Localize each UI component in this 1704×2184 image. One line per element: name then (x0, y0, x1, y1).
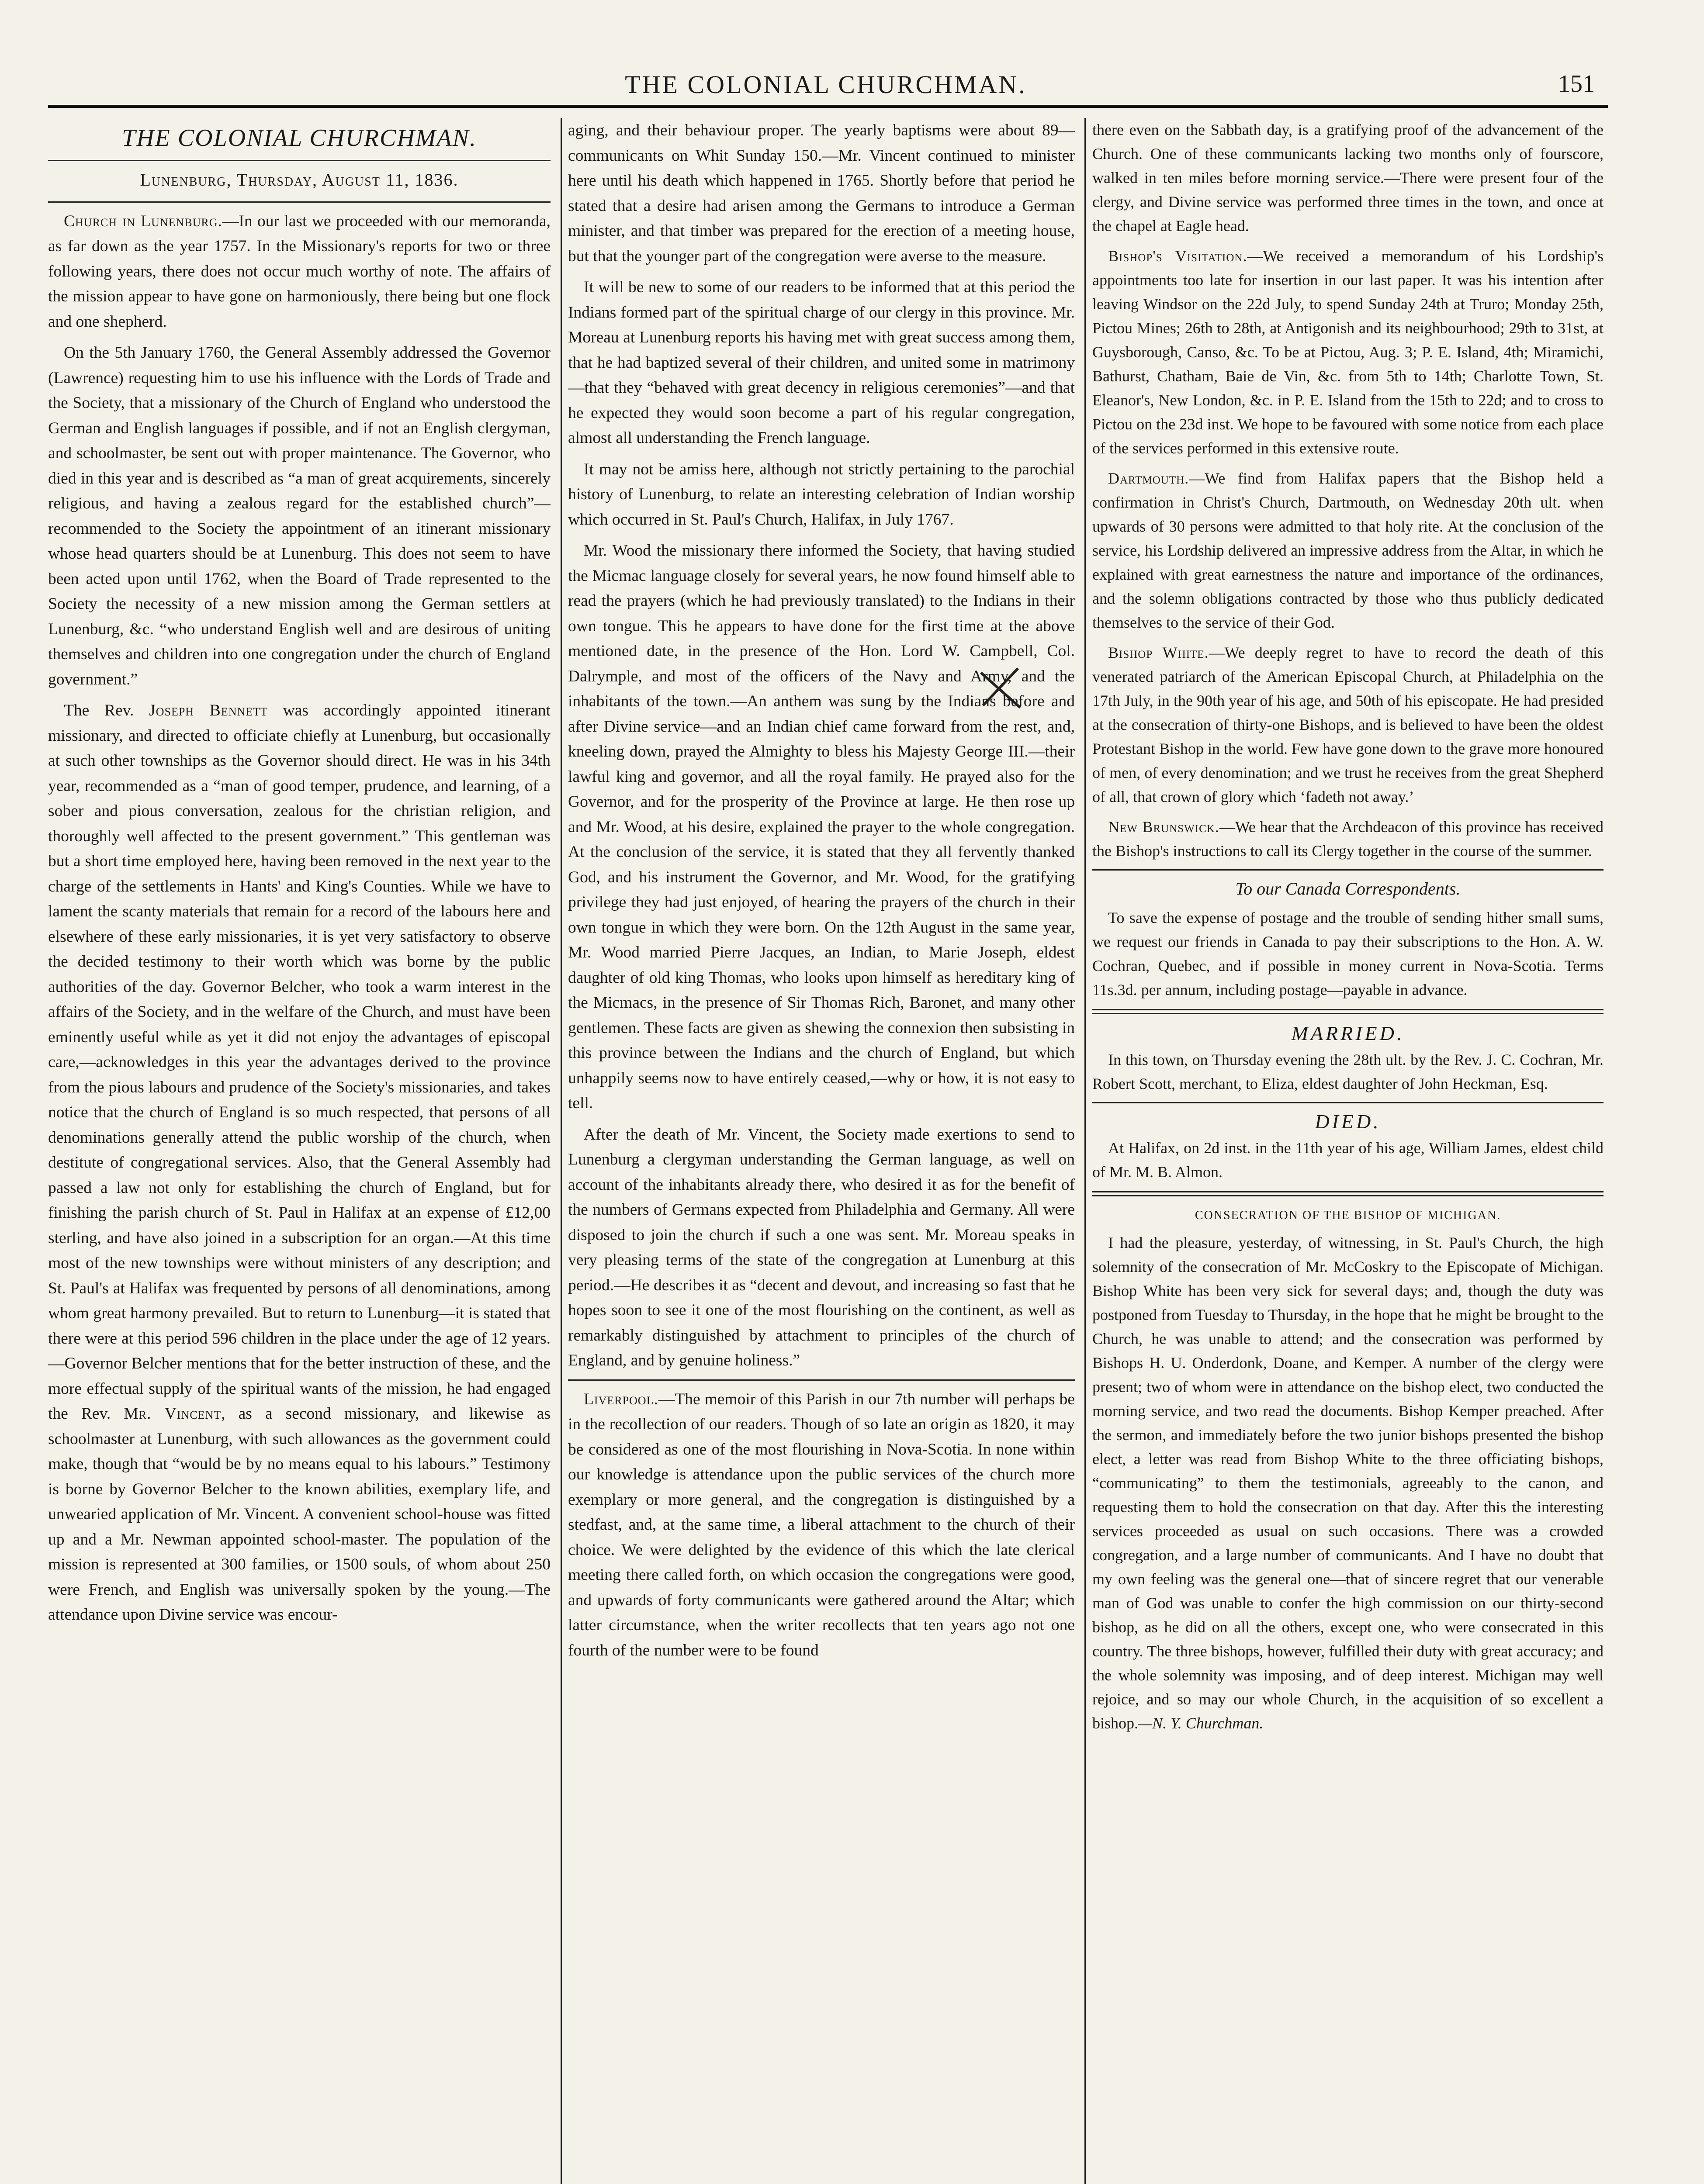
article-paragraph: After the death of Mr. Vincent, the Society made exertions to send to Lunenburg a clergyman understanding the German language, as well on account of the inhabitants already there, who desired it as for the benefit of the numbers of Germans expected from Philadelphia and Germany. All were disposed to join the church if such a one was sent. Mr. Moreau speaks in very pleasing terms of the state of the congregation at Lunenburg at this period.—He describes it as “decent and devout, and increasing so fast that he hopes soon to see it one of the most flourishing on the continent, as well as remarkably distinguished by attachment to principles of the church of England, and by genuine holiness.” (568, 1125, 1075, 1369)
dateline: Lunenburg, Thursday, August 11, 1836. (140, 170, 459, 190)
paragraph-text: I had the pleasure, yesterday, of witnessing, in St. Paul's Church, the high solemnity of the consecration of Mr. McCoskry to the Episcopate of Michigan. Bishop White has been very sick for several days; and, though the duty was postponed from Tuesday to Thursday, in the hope that he might be brought to the Church, he was unable to attend; and the consecration was performed by Bishops H. U. Onderdonk, Doane, and Kemper. A number of the clergy were present; two of whom were in attendance on the bishop elect, two conducted the morning service, and two read the documents. Bishop Kemper preached. After the sermon, and immediately before the two junior bishops presented the bishop elect, a letter was read from Bishop White to the three officiating bishops, “communicating” to them the testimonials, agreeably to the canon, and requesting them to hold the consecration on that day. After this the interesting services proceeded as usual on such occasions. There was a crowded congregation, and a large number of communicants. And I have no doubt that my own feeling was the general one—that of sincere regret that our venerable man of God was unable to confer the high commission on our thirty-second bishop, as he did on all the others, except one, who were consecrated in this country. The three bishops, however, fulfilled their duty with great accuracy; and the whole solemnity was imposing, and of deep interest. Michigan may well rejoice, and so may our whole Church, in the acquisition of so excellent a bishop. (1092, 1234, 1604, 1732)
paragraph-text: —We hear that the Archdeacon of this province has received the Bishop's instructions to call its Clergy together in the course of the summer. (1092, 818, 1604, 860)
column-3-body (1092, 118, 1604, 1735)
paragraph-text: —In our last we proceeded with our memoranda, as far down as the year 1757. In the Missionary's reports for two or three following years, there does not occur much worthy of note. The affairs of the mission appear to have gone on harmoniously, there being but one flock and one shepherd. (48, 212, 551, 331)
article-paragraph (48, 698, 551, 1628)
paragraph-text: —We received a memorandum of his Lordship's appointments too late for insertion in our last paper. It was his intention after leaving Windsor on the 22d July, to spend Sunday 24th at Truro; Monday 25th, Pictou Mines; 26th to 28th, at Antigonish and its neighbourhood; 29th to 31st, at Guysborough, Canso, &c. To be at Pictou, Aug. 3; P. E. Island, 4th; Miramichi, Bathurst, Chatham, Baie de Vin, &c. from 5th to 14th; Charlotte Town, St. Eleanor's, New London, &c. in P. E. Island from the 15th to 22d; and to cross to Pictou on the 23d inst. We hope to be favoured with some notice from each place of the services performed in this extensive route. (1092, 247, 1604, 457)
paragraph-text: —We deeply regret to have to record the death of this venerated patriarch of the American Episcopal Church, at Philadelphia on the 17th July, in the 90th year of his age, and 50th of his episcopate. He had presided at the consecration of thirty-one Bishops, and is believed to have been the oldest Protestant Bishop in the world. Few have gone down to the grave more honoured of men, of every denomination; and we trust he receives from the great Shepherd of all, that crown of glory which ‘fadeth not away.’ (1092, 644, 1604, 805)
article-heading: New Brunswick. (1108, 818, 1219, 836)
article-heading: Dartmouth. (1108, 470, 1189, 487)
column-rule (561, 118, 562, 2184)
notice-paragraph: In this town, on Thursday evening the 28th ult. by the Rev. J. C. Cochran, Mr. Robert Scott, merchant, to Eliza, eldest daughter of John Heckman, Esq. (1092, 1051, 1604, 1092)
article-paragraph: aging, and their behaviour proper. The yearly baptisms were about 89—communicants on Whit Sunday 150.—Mr. Vincent continued to minister here until his death which happened in 1765. Shortly before that period he stated that a desire had arisen among the Germans to introduce a German minister, and that timber was prepared for the erection of a meeting house, but that the younger part of the congregation were averse to the measure. (568, 121, 1075, 265)
section-heading: CONSECRATION OF THE BISHOP OF MICHIGAN. (1195, 1209, 1501, 1222)
article-paragraph (1092, 815, 1604, 863)
header-rule (48, 105, 1608, 108)
column-2 (568, 118, 1075, 2184)
article-heading: Church in Lunenburg. (64, 212, 222, 230)
page-number: 151 (1558, 70, 1595, 97)
person-name: Joseph Bennett (149, 702, 268, 719)
article-paragraph: there even on the Sabbath day, is a gratifying proof of the advancement of the Church. One of these communicants lacking two months only of fourscore, walked in ten miles before morning service.—There were present four of the clergy, and Divine service was performed three times in the town, and once at the chapel at Eagle head. (1092, 121, 1604, 235)
article-paragraph: To save the expense of postage and the trouble of sending hither small sums, we request our friends in Canada to pay their subscriptions to the Hon. A. W. Cochran, Quebec, and if possible in money current in Nova-Scotia. Terms 11s.3d. per annum, including postage—payable in advance. (1092, 909, 1604, 999)
article-paragraph: It may not be amiss here, although not strictly pertaining to the parochial history of Lunenburg, to relate an interesting celebration of Indian worship which occurred in St. Paul's Church, Halifax, in July 1767. (568, 460, 1075, 529)
double-divider (1092, 1009, 1604, 1014)
divider (48, 201, 551, 203)
article-paragraph (1092, 1231, 1604, 1735)
paragraph-text: —The memoir of this Parish in our 7th number will perhaps be in the recollection of our readers. Though of so late an origin as 1820, it may be considered as one of the most flourishing in Nova-Scotia. In none within our knowledge is attendance upon the public services of the church more exemplary or more general, and the congregation is distinguished by a stedfast, and, at the same time, a liberal attachment to the church of their choice. We were delighted by the evidence of this which the late clerical meeting there called forth, on which occasion the congregations were good, and upwards of forty communicants were gathered around the Altar; which latter circumstance, when the writer recollects that ten years ago not one fourth of the number were to be found (568, 1390, 1075, 1659)
source-signature: —N. Y. Churchman. (1138, 1714, 1264, 1732)
article-paragraph: On the 5th January 1760, the General Assembly addressed the Governor (Lawrence) requesting him to use his influence with the Lords of Trade and the Society, that a missionary of the Church of England who understood the German and English languages if possible, and if not an English clergyman, and schoolmaster, be sent out with proper maintenance. The Governor, who died in this year and is described as “a man of great acquirements, sincerely religious, and having a zealous regard for the established church”—recommended to the Society the appointment of an itinerant missionary whose head quarters should be at Lunenburg. This does not seem to have been acted upon until 1762, when the Board of Trade represented to the Society the necessity of a new mission among the German settlers at Lunenburg, &c. “who understand English well and are desirous of uniting themselves and children into one congregation under the church of England government.” (48, 344, 551, 688)
article-paragraph: Mr. Wood the missionary there informed the Society, that having studied the Micmac language closely for several years, he now found himself able to read the prayers (which he had previously translated) to the Indians in their own tongue. This he appears to have done for the first time at the above mentioned date, in the presence of the Hon. Lord W. Campbell, Col. Dalrymple, and most of the officers of the Navy and Army, and the inhabitants of the town.—An anthem was sung by the Indians before and after Divine service—and an Indian chief came forward from the rest, and, kneeling down, prayed the Almighty to bless his Majesty George III.—their lawful king and governor, and all the royal family. He prayed also for the Governor, and for the prosperity of the Province at large. He then rose up and Mr. Wood, at his desire, explained the prayer to the whole congregation. At the conclusion of the service, it is stated that they all fervently thanked God, and his instrument the Governor, and Mr. Wood, for the gratifying privilege they had just enjoyed, of hearing the prayers of the church in their own tongue in which they were born. On the 12th August in the same year, Mr. Wood married Pierre Jacques, an Indian, to Marie Joseph, eldest daughter of old king Thomas, who looks upon himself as hereditary king of the Micmacs, in the presence of Sir Thomas Rich, Baronet, and many other gentlemen. These facts are given as shewing the connexion then subsisting in this province between the Indians and the church of England, but which unhappily seems now to have entirely ceased,—why or how, it is not easy to tell. (568, 542, 1075, 1112)
divider (48, 160, 551, 161)
person-name: Mr. Vincent (124, 1405, 222, 1423)
column-1 (48, 118, 551, 2184)
paragraph-text: —We find from Halifax papers that the Bishop held a confirmation in Christ's Church, Dartmouth, on Wednesday 20th ult. when upwards of 30 persons were admitted to that holy rite. At the conclusion of the service, his Lordship delivered an impressive address from the Altar, in which he explained with great earnestness the nature and importance of the ordinances, and the solemn obligations contracted by those who thus publicly dedicated themselves to the service of their God. (1092, 470, 1604, 631)
article-paragraph: It will be new to some of our readers to be informed that at this period the Indians formed part of the spiritual charge of our clergy in this province. Mr. Moreau at Lunenburg reports his having met with great success among them, that he had baptized several of their children, and united some in matrimony—that they “behaved with great decency in religious ceremonies”—and that he expected they would soon become a part of his regular congregation, almost all understanding the French language. (568, 278, 1075, 447)
married-heading: MARRIED. (1291, 1022, 1405, 1044)
article-heading: Bishop White. (1108, 644, 1209, 661)
article-paragraph (48, 209, 551, 335)
masthead: THE COLONIAL CHURCHMAN. (625, 70, 1027, 99)
column-3 (1092, 118, 1604, 2184)
paper-title: THE COLONIAL CHURCHMAN. (122, 124, 477, 152)
article-paragraph (1092, 244, 1604, 460)
paragraph-text: The Rev. (64, 702, 149, 719)
died-heading: DIED. (1315, 1110, 1381, 1133)
paragraph-text: , as a second missionary, and likewise as schoolmaster at Lunenburg, with such allowances as the government could make, though that “would be by no means equal to his labours.” Testimony is borne by Governor Belcher to the known abilities, exemplary life, and unwearied application of Mr. Vincent. A convenient school-house was fitted up and a Mr. Newman appointed school-master. The population of the mission is represented at 300 families, or 1500 souls, of whom about 250 were French, and English was universally spoken by the young.—The attendance upon Divine service was encour- (48, 1405, 551, 1624)
double-divider (1092, 1191, 1604, 1196)
article-paragraph (568, 1387, 1075, 1663)
divider (1092, 869, 1604, 871)
article-heading: Liverpool. (584, 1390, 658, 1408)
running-head (48, 66, 1604, 105)
section-heading: To our Canada Correspondents. (1235, 879, 1461, 898)
notice-paragraph: At Halifax, on 2d inst. in the 11th year of his age, William James, eldest child of Mr. M. B. Almon. (1092, 1139, 1604, 1181)
paragraph-text: was accordingly appointed itinerant missionary, and directed to officiate chiefly at Lunenburg, but occasionally at such other townships as the Governor should direct. He was in his 34th year, recommended as a “man of good temper, prudence, and learning, of a sober and pious conversation, zealous for the christian religion, and thoroughly well affected to the present government.” This gentleman was but a short time employed here, having been removed in the next year to the charge of the settlements in Hants' and King's Counties. While we have to lament the scanty materials that remain for a record of the labours here and elsewhere of these early missionaries, it is yet very satisfactory to observe the decided testimony to their worth which was borne by the public authorities of the day. Governor Belcher, who took a warm interest in the affairs of the Society, and in the welfare of the Church, and must have been eminently useful while as yet it did not enjoy the advantages of episcopal care,—acknowledges in this year the advantages derived to the province from the pious labours and prudence of the Society's missionaries, and takes notice that the church of England is so much respected, that persons of all denominations generally attend the public worship of the church, when destitute of congregational services. Also, that the General Assembly had passed a law not only for establishing the church of England, but for finishing the parish church of St. Paul in Halifax at an expense of £12,00 sterling, and have also joined in a subscription for an organ.—At this time most of the new townships were without ministers of any description; and St. Paul's at Halifax was frequented by persons of all denominations, among whom great harmony prevailed. But to return to Lunenburg—it is stated that there were at this period 596 children in the place under the age of 12 years.—Governor Belcher mentions that for the better instruction of these, and the more effectual supply of the spiritual wants of the mission, he had engaged the Rev. (48, 702, 551, 1423)
column-rule (1084, 118, 1086, 2184)
article-heading: Bishop's Visitation. (1108, 247, 1247, 265)
divider (1092, 1102, 1604, 1103)
divider (568, 1379, 1075, 1381)
article-paragraph (1092, 467, 1604, 635)
article-paragraph (1092, 641, 1604, 809)
handwritten-x-mark (974, 664, 1027, 712)
